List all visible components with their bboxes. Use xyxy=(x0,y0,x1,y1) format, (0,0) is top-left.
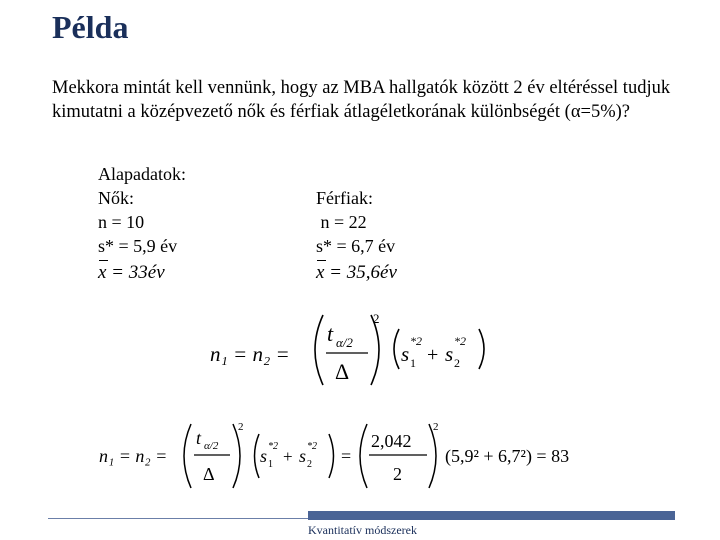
data-right-column xyxy=(316,186,395,258)
formula2-var-paren-right xyxy=(329,434,334,478)
women-mean-bar xyxy=(99,260,108,261)
men-mean xyxy=(316,262,397,284)
formula1-s2: s xyxy=(445,342,454,366)
formula2-s2-star: *2 xyxy=(307,441,317,452)
formula1-s2-star: *2 xyxy=(454,334,466,348)
formula2-num-paren-right xyxy=(429,424,436,488)
formula2-t: t xyxy=(196,428,202,448)
formula2-sub: α/2 xyxy=(204,440,219,452)
formula-computed xyxy=(95,418,615,493)
formula1-lhs: n₁ = n₂ = xyxy=(210,342,290,366)
formula2-den-value: 2 xyxy=(393,464,402,484)
formula2-num-value: 2,042 xyxy=(371,431,412,451)
formula1-delta: Δ xyxy=(335,359,350,384)
problem-statement: Mekkora mintát kell vennünk, hogy az MBA hallgatók között 2 év eltéréssel tudjuk kimutatni a középvezető nők és férfiak átlagéletkorának különbségét (α=5%)? xyxy=(52,78,671,122)
formula1-var-paren-left xyxy=(394,329,399,369)
formula2-variance-result: (5,9² + 6,7²) = 83 xyxy=(445,446,570,466)
formula2-plus: + xyxy=(283,447,293,466)
formula2-var-paren-left xyxy=(255,434,260,478)
women-mean-text: x = 33év xyxy=(98,262,165,283)
formula2-power: 2 xyxy=(238,421,244,433)
men-label: Férfiak: xyxy=(316,188,373,208)
men-mean-text: x = 35,6év xyxy=(316,262,397,283)
formula2-num-paren-left xyxy=(360,424,367,488)
footer-bar xyxy=(308,511,675,520)
formula2-lhs: n₁ = n₂ = xyxy=(99,446,168,466)
formula1-power: 2 xyxy=(373,311,380,326)
formula2-s1-sub: 1 xyxy=(268,459,273,470)
formula2-delta: Δ xyxy=(203,464,215,484)
formula1-t: t xyxy=(327,321,334,346)
women-s: s* = 5,9 év xyxy=(98,236,178,256)
formula2-s1: s xyxy=(260,446,268,466)
formula1-s1: s xyxy=(401,342,410,366)
data-left-column xyxy=(98,162,186,258)
formula1-s1-sub: 1 xyxy=(410,356,416,370)
men-s: s* = 6,7 év xyxy=(316,236,396,256)
formula2-s1-star: *2 xyxy=(268,441,278,452)
men-mean-bar xyxy=(317,260,326,261)
formula2-num-power: 2 xyxy=(433,421,439,433)
footer-line xyxy=(48,518,308,519)
men-n: n = 22 xyxy=(316,212,367,232)
footer-text: Kvantitatív módszerek xyxy=(308,523,417,537)
formula1-s1-star: *2 xyxy=(410,334,422,348)
women-mean xyxy=(98,262,165,284)
formula2-paren-right xyxy=(233,424,240,488)
formula2-paren-left xyxy=(184,424,191,488)
data-heading: Alapadatok: xyxy=(98,164,186,184)
women-n: n = 10 xyxy=(98,212,145,232)
slide-title: Példa xyxy=(52,9,129,45)
formula2-equals: = xyxy=(341,446,352,466)
formula-general xyxy=(205,305,505,395)
formula2-s2: s xyxy=(299,446,307,466)
formula1-paren-left xyxy=(315,315,323,385)
women-label: Nők: xyxy=(98,188,134,208)
formula1-s2-sub: 2 xyxy=(454,356,460,370)
formula1-sub: α/2 xyxy=(336,335,353,350)
formula1-var-paren-right xyxy=(479,329,484,369)
formula2-s2-sub: 2 xyxy=(307,459,312,470)
formula1-plus: + xyxy=(427,344,439,366)
